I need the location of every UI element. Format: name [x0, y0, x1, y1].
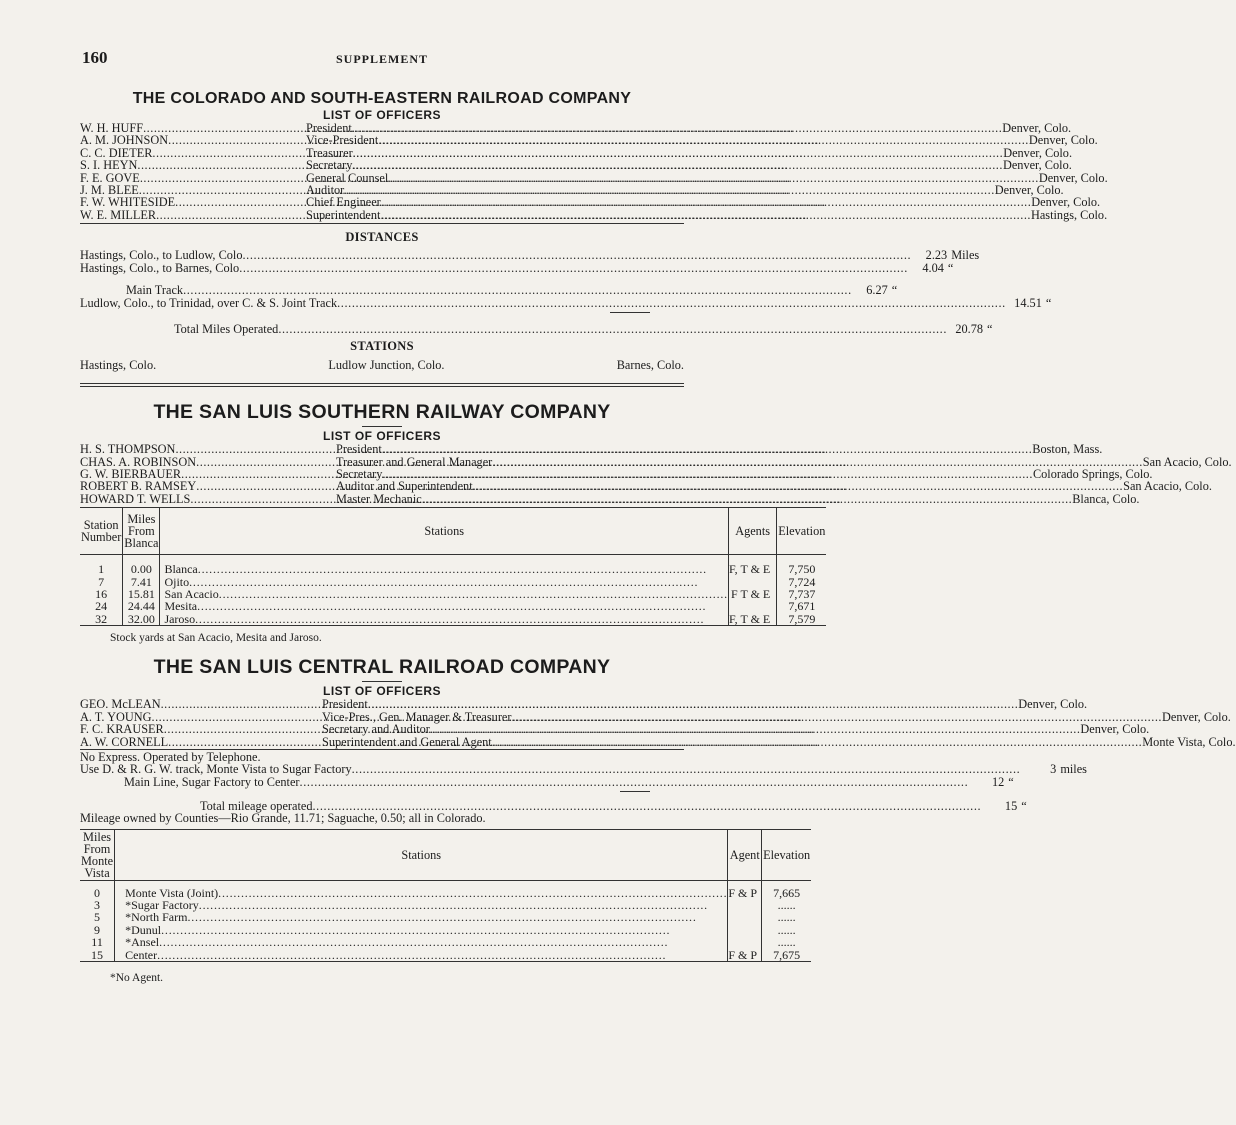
station-name: *Sugar Factory — [125, 897, 199, 912]
station-number: 32 — [80, 613, 123, 626]
running-header — [80, 48, 684, 70]
station-name: *North Farm — [125, 910, 188, 925]
distance-label: Hastings, Colo., to Barnes, Colo — [80, 260, 240, 275]
col-agent: Agent — [728, 829, 762, 880]
officer-name: J. M. BLEE — [80, 183, 139, 198]
distance-label: Total Miles Operated — [174, 321, 279, 336]
stock-yards-note: Stock yards at San Acacio, Mesita and Jaroso. — [110, 632, 322, 645]
officer-title: General Counsel — [306, 170, 389, 185]
stations-heading: STATIONS — [350, 339, 414, 354]
miles-from-blanca: 0.00 — [123, 563, 160, 575]
leader-dots — [337, 297, 1006, 310]
officer-title: Chief Engineer — [306, 195, 381, 210]
leader-dots — [242, 249, 911, 262]
elevation: 7,665 — [773, 885, 801, 900]
officer-title: Secretary — [336, 467, 383, 482]
agent-cell — [728, 949, 762, 962]
station-name: *Dunul — [125, 922, 162, 937]
officers-heading: LIST OF OFFICERS — [323, 684, 441, 699]
col-stations: Stations — [115, 829, 728, 880]
officer-title: President — [336, 442, 382, 457]
leader-dots — [492, 736, 1143, 748]
distance-unit: “ — [987, 321, 993, 336]
officer-row — [80, 722, 1150, 737]
officer-title-cell — [306, 134, 1098, 146]
miles-from-blanca: 7.41 — [123, 576, 160, 588]
station-table-central — [80, 829, 811, 962]
officer-title: Vice-Pres., Gen. Manager & Treasurer — [322, 709, 512, 724]
station-name-cell — [160, 613, 729, 626]
distance-unit: “ — [947, 260, 954, 275]
officers-list-sanluis-southern — [80, 442, 1232, 506]
rule — [620, 791, 650, 792]
officer-title-cell — [322, 736, 1236, 748]
officer-title: Superintendent and General Agent — [322, 734, 492, 749]
officer-name: F. E. GOVE — [80, 170, 140, 185]
leader-dots — [368, 698, 1019, 710]
officer-name-cell — [80, 698, 322, 710]
distance-value: 2.23 — [925, 248, 948, 263]
station-name: Mesita — [164, 599, 198, 614]
elevation: 7,724 — [788, 574, 816, 589]
officer-place: Denver, Colo. — [1161, 709, 1231, 724]
leader-dots — [382, 443, 1033, 455]
agent-code: F & P — [728, 947, 758, 962]
officer-name: F. W. WHITESIDE — [80, 195, 176, 210]
officer-name-cell — [80, 443, 336, 455]
agent-cell — [728, 924, 762, 936]
distance-label: Ludlow, Colo., to Trinidad, over C. & S. Joint Track — [80, 296, 338, 311]
distance-unit: “ — [1045, 296, 1052, 311]
station-number: 16 — [80, 588, 123, 600]
officer-place: Colorado Springs, Colo. — [1032, 467, 1153, 482]
officer-place: Denver, Colo. — [1031, 195, 1101, 210]
no-agent-note: *No Agent. — [110, 971, 164, 984]
mileage-list — [80, 762, 1087, 813]
officer-row — [80, 734, 1236, 749]
officer-name: F. C. KRAUSER — [80, 722, 164, 737]
mileage-value: 3 — [1050, 762, 1057, 777]
mileage-label: Total mileage operated — [200, 798, 313, 813]
distance-unit: “ — [891, 283, 898, 298]
leader-dots — [380, 209, 1031, 221]
leader-dots — [278, 323, 947, 336]
officer-name-cell — [80, 159, 306, 171]
agent-cell — [728, 887, 762, 899]
officer-title: Secretary — [306, 158, 353, 173]
rule — [610, 312, 650, 313]
leader-dots — [381, 196, 1032, 208]
officer-row — [80, 207, 1108, 222]
leader-dots — [430, 723, 1081, 735]
station-number: 7 — [80, 576, 123, 588]
officer-title: President — [306, 121, 352, 135]
stations-list — [80, 358, 684, 373]
company-title-sanluis-central: THE SAN LUIS CENTRAL RAILROAD COMPANY — [153, 656, 611, 679]
leader-dots — [239, 262, 908, 275]
agent-cell — [728, 588, 776, 600]
station-name: Blanca — [164, 562, 198, 577]
leader-dots — [157, 948, 666, 962]
agent-cell — [728, 563, 776, 575]
officer-name-cell — [80, 480, 336, 492]
page — [80, 48, 1236, 984]
officer-title: Auditor — [306, 183, 345, 198]
officer-name: A. W. CORNELL — [80, 734, 169, 749]
agent-cell — [728, 899, 762, 911]
officer-name: C. C. DIETER — [80, 145, 153, 160]
officer-place: Denver, Colo. — [1080, 722, 1150, 737]
elevation: ...... — [777, 922, 796, 937]
col-miles: Miles From Monte Vista — [81, 829, 114, 880]
miles-from-blanca: 24.44 — [123, 600, 160, 612]
elevation: 7,737 — [788, 587, 816, 602]
elevation: 7,671 — [788, 599, 816, 614]
officers-heading: LIST OF OFFICERS — [323, 108, 441, 122]
station-number: 24 — [80, 600, 123, 612]
agent-cell — [728, 613, 776, 626]
officers-list-colorado — [80, 121, 1108, 222]
officer-place: Denver, Colo. — [1018, 697, 1088, 712]
officer-row — [80, 491, 1140, 506]
officers-list-sanluis-central — [80, 697, 1236, 749]
officer-row — [80, 158, 1072, 173]
table-row — [80, 613, 826, 626]
officer-row — [80, 479, 1212, 494]
distances-heading: DISTANCES — [345, 230, 419, 245]
officer-place: San Acacio, Colo. — [1142, 454, 1232, 469]
mileage-unit: “ — [1021, 798, 1027, 813]
officer-name-cell — [80, 209, 306, 221]
miles-from-monte-vista: 9 — [80, 924, 115, 936]
station: Barnes, Colo. — [616, 358, 684, 373]
leader-dots — [422, 493, 1073, 505]
table-row — [80, 949, 811, 962]
officer-place: Blanca, Colo. — [1072, 491, 1140, 506]
distance-value: 6.27 — [866, 283, 888, 298]
officer-title-cell — [336, 480, 1212, 492]
distance-label: Main Track — [126, 283, 184, 298]
station-name-cell — [115, 949, 728, 962]
col-elevation: Elevation — [763, 847, 811, 862]
officer-title: President — [322, 697, 368, 712]
distance-label: Hastings, Colo., to Ludlow, Colo — [80, 248, 243, 263]
col-miles: Miles From Blanca — [123, 508, 160, 555]
mileage-unit: “ — [1008, 774, 1014, 789]
elevation: 7,675 — [762, 949, 812, 962]
agent-code: F, T & E — [728, 611, 771, 626]
officer-name: CHAS. A. ROBINSON — [80, 454, 197, 469]
station-name: San Acacio — [164, 587, 219, 602]
elevation: 7,579 — [788, 611, 816, 626]
mileage-unit: miles — [1060, 762, 1087, 777]
miles-from-monte-vista: 11 — [80, 936, 115, 948]
col-station-number: Station Number — [80, 508, 123, 555]
officer-name: ROBERT B. RAMSEY — [80, 479, 197, 494]
officer-title-cell — [306, 196, 1100, 208]
officer-title-cell — [322, 698, 1087, 710]
officer-title-cell — [306, 209, 1107, 221]
mileage-value: 12 — [991, 774, 1005, 789]
officer-title: Treasurer and General Manager — [336, 454, 493, 469]
distances-list — [80, 248, 1052, 336]
officer-title: Superintendent — [306, 207, 381, 222]
officer-name: HOWARD T. WELLS — [80, 491, 191, 506]
miles-from-blanca: 32.00 — [123, 613, 160, 626]
distance-row — [80, 260, 954, 275]
mileage-owned-note: Mileage owned by Counties—Rio Grande, 11.71; Saguache, 0.50; all in Colorado. — [80, 811, 486, 826]
station-name: Monte Vista (Joint) — [125, 885, 219, 900]
officer-name: GEO. McLEAN — [80, 697, 161, 712]
station: Ludlow Junction, Colo. — [328, 358, 445, 373]
col-agents: Agents — [728, 508, 776, 555]
officer-place: Denver, Colo. — [994, 183, 1064, 198]
station: Hastings, Colo. — [80, 358, 157, 373]
elevation: ...... — [777, 897, 796, 912]
mileage-row — [80, 774, 1014, 789]
station-name: Jaroso — [164, 611, 196, 626]
officer-row — [80, 133, 1098, 148]
station-name: *Ansel — [125, 935, 160, 950]
officer-name-cell — [80, 134, 306, 146]
officer-row — [80, 697, 1088, 712]
station-name: Ojito — [164, 574, 190, 589]
officer-name-cell — [80, 723, 322, 735]
agent-code: F T & E — [731, 587, 771, 602]
mileage-label: Main Line, Sugar Factory to Center — [124, 774, 300, 789]
officer-place: Denver, Colo. — [1028, 133, 1098, 148]
miles-from-monte-vista: 0 — [80, 887, 115, 899]
officer-place: Boston, Mass. — [1032, 442, 1103, 457]
officer-name: A. T. YOUNG — [80, 709, 152, 724]
distance-value: 20.78 — [955, 321, 984, 336]
officer-title: Secretary and Auditor — [322, 722, 430, 737]
officer-title-cell — [306, 159, 1072, 171]
officer-name: G. W. BIERBAUER — [80, 467, 182, 482]
miles-from-monte-vista: 3 — [80, 899, 115, 911]
distance-value: 4.04 — [922, 260, 944, 275]
leader-dots — [195, 612, 704, 626]
officer-place: Denver, Colo. — [1002, 158, 1072, 173]
officer-title-cell — [336, 443, 1102, 455]
station-number: 1 — [80, 563, 123, 575]
officer-name: S. I. HEYN — [80, 158, 138, 173]
officer-title: Auditor and Superintendent — [336, 479, 473, 494]
officer-name: W. E. MILLER — [80, 207, 157, 222]
agent-code: F & P — [728, 885, 758, 900]
distance-unit: Miles — [951, 248, 980, 263]
agent-cell — [728, 911, 762, 923]
running-head: SUPPLEMENT — [335, 52, 428, 66]
officer-title-cell — [322, 723, 1149, 735]
officer-name-cell — [80, 493, 336, 505]
elevation: ...... — [777, 910, 796, 925]
officer-place: Hastings, Colo. — [1030, 207, 1108, 222]
elevation: ...... — [777, 935, 796, 950]
elevation: 7,750 — [788, 562, 816, 577]
col-elevation: Elevation — [778, 524, 826, 539]
officer-title: Treasurer — [306, 145, 353, 160]
leader-dots — [473, 480, 1124, 492]
officer-place: Monte Vista, Colo. — [1142, 734, 1236, 749]
page-number: 160 — [82, 48, 108, 67]
miles-from-monte-vista: 15 — [80, 949, 115, 962]
station-table-southern — [80, 507, 826, 626]
officer-place: Denver, Colo. — [1003, 145, 1073, 160]
miles-from-blanca: 15.81 — [123, 588, 160, 600]
station-name: Center — [125, 947, 158, 962]
officer-title-cell — [336, 493, 1140, 505]
officer-title: Vice-President — [306, 133, 379, 148]
leader-dots — [300, 776, 969, 789]
officer-place: San Acacio, Colo. — [1123, 479, 1212, 494]
mileage-label: Use D. & R. G. W. track, Monte Vista to Sugar Factory — [80, 762, 352, 777]
distance-value: 14.51 — [1014, 296, 1042, 311]
mileage-value: 15 — [1004, 798, 1018, 813]
officer-row — [80, 195, 1101, 210]
officer-name: A. M. JOHNSON — [80, 133, 169, 148]
distance-row — [80, 248, 980, 263]
no-express-note: No Express. Operated by Telephone. — [80, 749, 261, 764]
officer-place: Denver, Colo. — [1038, 170, 1108, 185]
officer-place: Denver, Colo. — [1002, 121, 1072, 135]
distance-row — [80, 296, 1052, 311]
officers-heading: LIST OF OFFICERS — [323, 429, 441, 444]
officer-name-cell — [80, 736, 322, 748]
officer-name-cell — [80, 196, 306, 208]
officer-name: H. S. THOMPSON — [80, 442, 176, 457]
company-title-colorado: THE COLORADO AND SOUTH-EASTERN RAILROAD COMPANY — [132, 90, 632, 107]
leader-dots — [378, 134, 1029, 146]
officer-title: Master Mechanic — [336, 491, 422, 506]
officer-row — [80, 442, 1103, 457]
col-stations: Stations — [160, 508, 729, 555]
distance-row — [80, 321, 993, 336]
leader-dots — [352, 159, 1003, 171]
agent-code: F, T & E — [728, 562, 771, 577]
company-title-sanluis-southern: THE SAN LUIS SOUTHERN RAILWAY COMPANY — [153, 401, 611, 424]
miles-from-monte-vista: 5 — [80, 911, 115, 923]
officer-name: W. H. HUFF — [80, 121, 144, 135]
